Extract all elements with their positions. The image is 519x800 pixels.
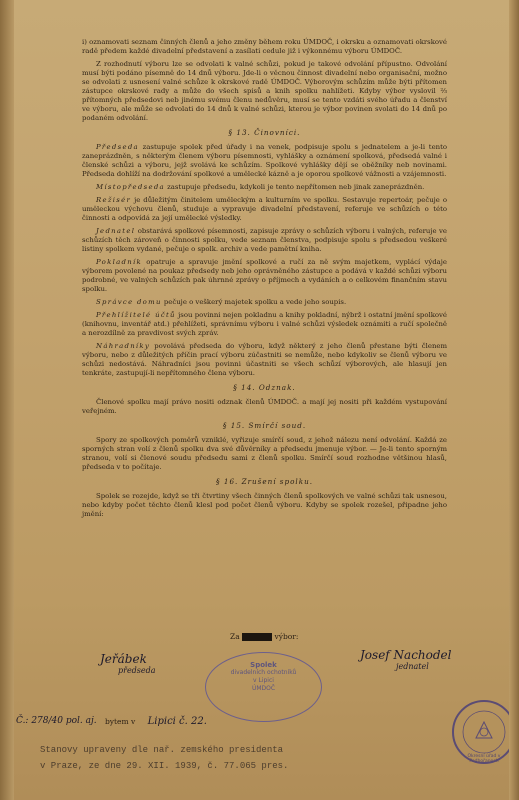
item-i: i) oznamovati seznam činných členů a jeho změny během roku ÚMDOČ, i okrsku a oznamovati okrskové radě předem každé divadelní představení a zasílati cedule již i výkonnému výboru ÚMDOČ.	[82, 38, 447, 55]
redaction-block	[242, 633, 272, 641]
lead-auditors: Přehlížitelé účtů	[96, 311, 176, 319]
residence-line	[105, 716, 207, 727]
para-chairman	[82, 143, 447, 179]
lead-vice: Místopředseda	[96, 183, 165, 191]
residence-place: Lipici č. 22.	[147, 716, 207, 727]
text-substitutes: povolává předseda do výboru, když některý z jeho členů přestane býti členem výboru, nebo z důležitých příčin prací výboru zúčastniti se nemůže, nebo kdykoliv se členů výboru ve schůzi nedostává. Náhradníci jsou povinni účastniti se všech schůzí výborových, ale hlasují jen tenkráte, zastupují-li nepřítomného člena výboru.	[82, 342, 447, 377]
secretary-signature	[360, 648, 460, 688]
chairman-role: předseda	[118, 666, 156, 675]
chairman-name: Jeřábek	[100, 652, 147, 666]
para-secretary	[82, 227, 447, 254]
text-housekeeper: pečuje o veškerý majetek spolku a vede jeho soupis.	[163, 298, 347, 306]
para-badge: Členové spolku mají právo nositi odznak členů ÚMDOČ. a mají jej nositi při každém vystupování veřejném.	[82, 398, 447, 415]
text-director: je důležitým činitelem uměleckým a kulturním ve spolku. Sestavuje repertoár, pečuje o uměleckou výchovu členů, studuje a vypravuje divadelní představení, referuje ve schůzích o této činnosti a odpovídá za její umělecké výsledky.	[82, 196, 447, 222]
chairman-signature	[100, 652, 170, 692]
text-auditors: jsou povinni nejen pokladnu a knihy pokladní, nýbrž i ostatní jmění spolkové (knihovnu, inventář atd.) přehlížeti, správnímu výboru i valné schůzi výsledek oznámiti a ručí společně a nerozdílně za pravdivost svých zpráv.	[82, 311, 447, 337]
lead-director: Režisér	[96, 196, 132, 204]
para-dissolution: Spolek se rozejde, když se tři čtvrtiny všech činných členů spolkových ve valné schůzi tak usnesou, nebo kdyby počet těchto členů klesl pod počet členů výboru. Kdyby se spolek rozešel, připadne jeho jmění:	[82, 492, 447, 518]
para-housekeeper	[82, 298, 447, 307]
society-stamp	[205, 652, 322, 722]
text-chairman: zastupuje spolek před úřady i na venek, podpisuje spolu s jednatelem a je-li tento zaneprázdněn, s některým členem výboru písemnosti, vyhlášky a oznámení spolková, předsedá valné i členské schůzi a výboru, jejž svolává ke schůzím. Spolkové vyhlášky dějí se oběžníky neb novinami. Předseda dohlíží na dodržování spolkové a umělecké kázně a je oporou spolkové vážnosti a vzájemnosti.	[82, 143, 447, 178]
section-16-heading: § 16. Zrušení spolku.	[216, 477, 313, 486]
stamp-line-1: Spolek	[250, 661, 277, 669]
section-13-heading: § 13. Činovníci.	[228, 128, 301, 137]
round-stamp-text: Okresní úřad v Podbořanech	[467, 754, 501, 764]
typed-line-1: Stanovy upraveny dle nař. zemského presidenta	[40, 745, 284, 755]
stamp-line-2: divadelních ochotníků	[230, 669, 297, 676]
office-round-stamp	[452, 700, 516, 764]
typed-amendment	[40, 744, 288, 772]
para-director	[82, 196, 447, 223]
lead-housekeeper: Správce domu	[96, 298, 162, 306]
stamp-line-3: v Lipici	[253, 677, 274, 684]
signature-heading	[230, 632, 298, 641]
section-15-heading: § 15. Smírčí soud.	[222, 421, 307, 430]
lead-substitutes: Náhradníky	[96, 342, 151, 350]
lead-secretary: Jednatel	[96, 227, 136, 235]
text-vice: zastupuje předsedu, kdykoli je tento nepřítomen neb jinak zaneprázdněn.	[167, 183, 425, 191]
paragraph-appeal: Z rozhodnutí výboru lze se odvolati k valné schůzi, pokud je takové odvolání přípustno. Odvolání musí býti podáno písemně do 14 dnů výboru. Jde-li o věcnou činnost divadelní nebo organisační, možno se odvolati z usnesení valné schůze k okrskové radě ÚMDOČ. Výborovým schůzím může býti přítomen zástupce okrskové rady a může do všech spisů a knih spolku nahlížeti. Kdyby výbor vyslovil ⅔ přítomných předsedovi neb jinému svému členu nedůvěru, musí se tento vzdáti svého úřadu a členství ve výboru, ale může se odvolati do 14 dnů k valné schůzi, kterou je výbor povinen svolati do 14 dnů po podaném odvolání.	[82, 60, 447, 122]
section-14-heading: § 14. Odznak.	[233, 383, 296, 392]
stamp-line-4: ÚMDOČ	[251, 685, 276, 692]
para-arbitration: Spory ze spolkových poměrů vzniklé, vyřizuje smírčí soud, z jehož nálezu není odvolání. Každá ze sporných stran volí z členů spolku dva své důvěrníky a předsedu jmenuje výbor. — Je-li tento sporným stranou, volí si členové soudu předsedu sami z členů spolku. Smírčí soud rozhodne většinou hlasů, předseda v to počítaje.	[82, 436, 447, 471]
lead-treasurer: Pokladník	[96, 258, 142, 266]
para-auditors	[82, 311, 447, 338]
secretary-role: jednatel	[396, 662, 429, 671]
para-substitutes	[82, 342, 447, 378]
secretary-name: Josef Nachodel	[360, 648, 452, 662]
para-vice	[82, 183, 447, 192]
stamp-emblem-icon	[454, 702, 514, 762]
text-secretary: obstarává spolkové písemnosti, zapisuje zprávy o schůzích výboru i valných, referuje ve schůzích těch zároveň o činnosti spolku, vede seznam členstva, podpisuje spolu s předsedou veškeré listiny spolkem vydané, pečuje o spolk. archiv a vede pamětní kniha.	[82, 227, 447, 253]
reference-number: Č.: 278/40 pol. aj.	[16, 716, 97, 726]
lead-chairman: Předseda	[96, 143, 139, 151]
typed-line-2: v Praze, ze dne 29. XII. 1939, č. 77.065 pres.	[40, 761, 289, 771]
text-treasurer: opatruje a spravuje jmění spolkové a ručí za ně svým majetkem, vyplácí výdaje výborem povolené na poukaz předsedy neb jeho oprávněného zástupce a podává v každé schůzi výboru podrobné, ve valných schůzích pak úhrnné zprávy o příjmech a vydáních a o celkovém finančním stavu spolku.	[82, 258, 447, 293]
statute-text	[82, 38, 447, 523]
residence-label: bytem v	[105, 717, 136, 726]
sig-suffix: výbor:	[274, 632, 299, 641]
sig-prefix: Za	[230, 632, 240, 641]
para-treasurer	[82, 258, 447, 294]
